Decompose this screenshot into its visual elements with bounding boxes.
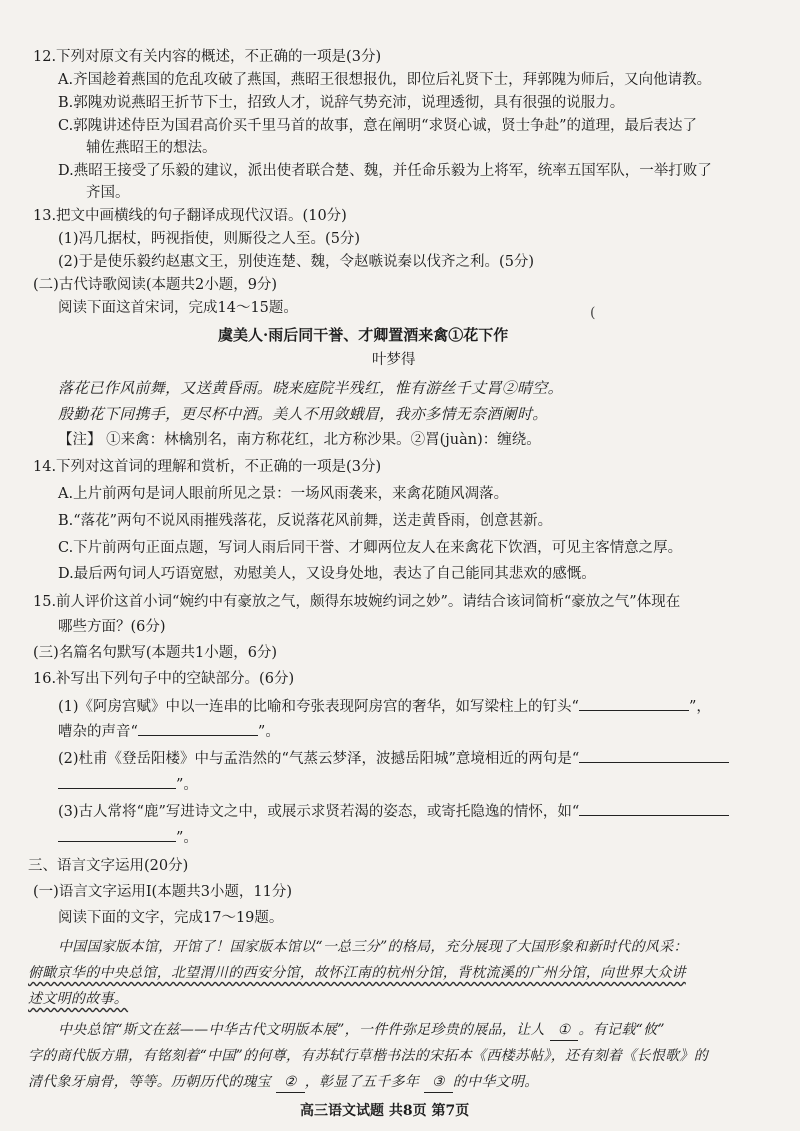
blank-marker-3[interactable]: ③ <box>424 1072 453 1093</box>
passage-p2-line-1-text: 中央总馆“斯文在兹——中华古代文明版本展”，一件件弥足珍贵的展品，让人 <box>58 1022 545 1038</box>
passage-p1-line-1: 中国国家版本馆，开馆了！国家版本馆以“一总三分”的格局，充分展现了大国形象和新时代的风采： <box>58 939 688 955</box>
section-heading-poetry: (二)古代诗歌阅读(本题共2小题，9分) <box>33 277 278 293</box>
q12-option-c: C.郭隗讲述侍臣为国君高价买千里马首的故事，意在阐明“求贤心诚，贤士争赴”的道理，最后表达了 <box>58 118 698 134</box>
ink-mark-icon: ( <box>590 305 596 321</box>
passage-p2-line-3c: 的中华文明。 <box>452 1074 539 1090</box>
q16-item-1-text: (1)《阿房宫赋》中以一连串的比喻和夸张表现阿房宫的奢华，如写梁柱上的钉头“ <box>58 699 579 715</box>
passage-p1-line-2: 俯瞰京华的中央总馆，北望渭川的西安分馆，故怀江南的杭州分馆，背枕流溪的广州分馆，向世界大众讲 <box>28 965 686 981</box>
poem-author: 叶梦得 <box>372 352 416 368</box>
q16-item-1-cont <box>58 721 280 742</box>
passage-p2-line-3a: 清代象牙扇骨，等等。历朝历代的瑰宝 <box>28 1074 272 1090</box>
q16-item-2-close: ”。 <box>176 777 198 793</box>
q12-option-b: B.郭隗劝说燕昭王折节下士，招致人才，说辞气势充沛，说理透彻，具有很强的说服力。 <box>58 95 625 111</box>
subsection-heading-language-1: (一)语言文字运用Ⅰ(本题共3小题，11分) <box>33 884 293 900</box>
q16-item-3-close: ”。 <box>176 830 198 846</box>
answer-blank-1[interactable] <box>579 696 689 711</box>
q16-item-1-close: ”， <box>688 699 711 715</box>
q14-option-b: B.“落花”两句不说风雨摧残落花，反说落花风前舞，送走黄昏雨，创意甚新。 <box>58 513 553 529</box>
q15-stem-cont: 哪些方面？(6分) <box>58 619 166 635</box>
q12-option-c-cont: 辅佐燕昭王的想法。 <box>86 140 217 156</box>
q16-item-3-text: (3)古人常将“鹿”写进诗文之中，或展示求贤若渴的姿态，或寄托隐逸的情怀，如“ <box>58 804 580 820</box>
q14-option-c: C.下片前两句正面点题，写词人雨后同干誉、才卿两位友人在来禽花下饮酒，可见主客情意之厚。 <box>58 540 683 556</box>
answer-blank-2[interactable] <box>138 721 258 736</box>
passage-p2-line-3 <box>28 1072 539 1093</box>
q13-sentence-1: (1)冯几据杖，眄视指使，则厮役之人至。(5分) <box>58 231 361 247</box>
passage-p2-line-3b: ，彰显了五千多年 <box>304 1074 420 1090</box>
poetry-intro: 阅读下面这首宋词，完成14～15题。 <box>58 300 298 316</box>
q16-item-3-cont <box>58 827 198 848</box>
language-intro: 阅读下面的文字，完成17～19题。 <box>58 910 284 926</box>
q12-option-d-cont: 齐国。 <box>86 185 130 201</box>
q14-option-a: A.上片前两句是词人眼前所见之景：一场风雨袭来，来禽花随风凋落。 <box>58 486 509 502</box>
poem-line-2: 殷勤花下同携手，更尽杯中酒。美人不用敛蛾眉，我亦多情无奈酒阑时。 <box>58 405 548 423</box>
passage-p2-line-1-end: 。有记载“攸” <box>578 1022 665 1038</box>
q12-option-a: A.齐国趁着燕国的危乱攻破了燕国，燕昭王很想报仇，即位后礼贤下士，拜郭隗为师后，又向他请教。 <box>58 72 712 88</box>
poem-title: 虞美人·雨后同干誉、才卿置酒来禽①花下作 <box>218 326 509 344</box>
q16-item-2 <box>58 748 729 769</box>
section-heading-dictation: (三)名篇名句默写(本题共1小题，6分) <box>33 645 278 661</box>
q16-item-1 <box>58 696 711 717</box>
q16-stem: 16.补写出下列句子中的空缺部分。(6分) <box>33 671 295 687</box>
blank-marker-1[interactable]: ① <box>550 1020 579 1041</box>
q13-sentence-2: (2)于是使乐毅约赵惠文王，别使连楚、魏，令赵嗾说秦以伐齐之利。(5分) <box>58 254 535 270</box>
q16-item-3 <box>58 801 729 822</box>
poem-line-1: 落花已作风前舞，又送黄昏雨。晓来庭院半残红，惟有游丝千丈罥②晴空。 <box>58 379 563 397</box>
page-footer: 高三语文试题 共8页 第7页 <box>300 1103 470 1119</box>
q14-option-d: D.最后两句词人巧语宽慰，劝慰美人，又设身处地，表达了自己能同其悲欢的感慨。 <box>58 566 596 582</box>
answer-blank-5[interactable] <box>579 801 729 816</box>
q16-item-1b-close: ”。 <box>257 724 280 740</box>
blank-marker-2[interactable]: ② <box>276 1072 305 1093</box>
q12-stem: 12.下列对原文有关内容的概述，不正确的一项是(3分) <box>33 49 382 65</box>
q16-item-2-cont <box>58 774 198 795</box>
q15-stem: 15.前人评价这首小词“婉约中有豪放之气，颇得东坡婉约词之妙”。请结合该词简析“豪放之气”体现在 <box>33 594 681 610</box>
answer-blank-6[interactable] <box>58 827 176 842</box>
passage-p2-line-2: 字的商代版方鼎，有铭刻着“中国”的何尊，有苏轼行草楷书法的宋拓本《西楼苏帖》，还有刻着《长恨歌》的 <box>28 1048 709 1064</box>
passage-p1-line-3: 述文明的故事。 <box>28 991 129 1007</box>
q16-item-1b-text: 嘈杂的声音“ <box>58 724 138 740</box>
poem-note: 【注】 ①来禽：林檎别名，南方称花红，北方称沙果。②罥(juàn)：缠绕。 <box>58 432 541 448</box>
q13-stem: 13.把文中画横线的句子翻译成现代汉语。(10分) <box>33 208 347 224</box>
passage-p2-line-1 <box>58 1020 665 1041</box>
q12-option-d: D.燕昭王接受了乐毅的建议，派出使者联合楚、魏，并任命乐毅为上将军，统率五国军队，一举打败了 <box>58 163 712 179</box>
q14-stem: 14.下列对这首词的理解和赏析，不正确的一项是(3分) <box>33 459 382 475</box>
answer-blank-3[interactable] <box>579 748 729 763</box>
answer-blank-4[interactable] <box>58 774 176 789</box>
part-heading-language: 三、语言文字运用(20分) <box>28 858 189 874</box>
q16-item-2-text: (2)杜甫《登岳阳楼》中与孟浩然的“气蒸云梦泽，波撼岳阳城”意境相近的两句是“ <box>58 751 580 767</box>
